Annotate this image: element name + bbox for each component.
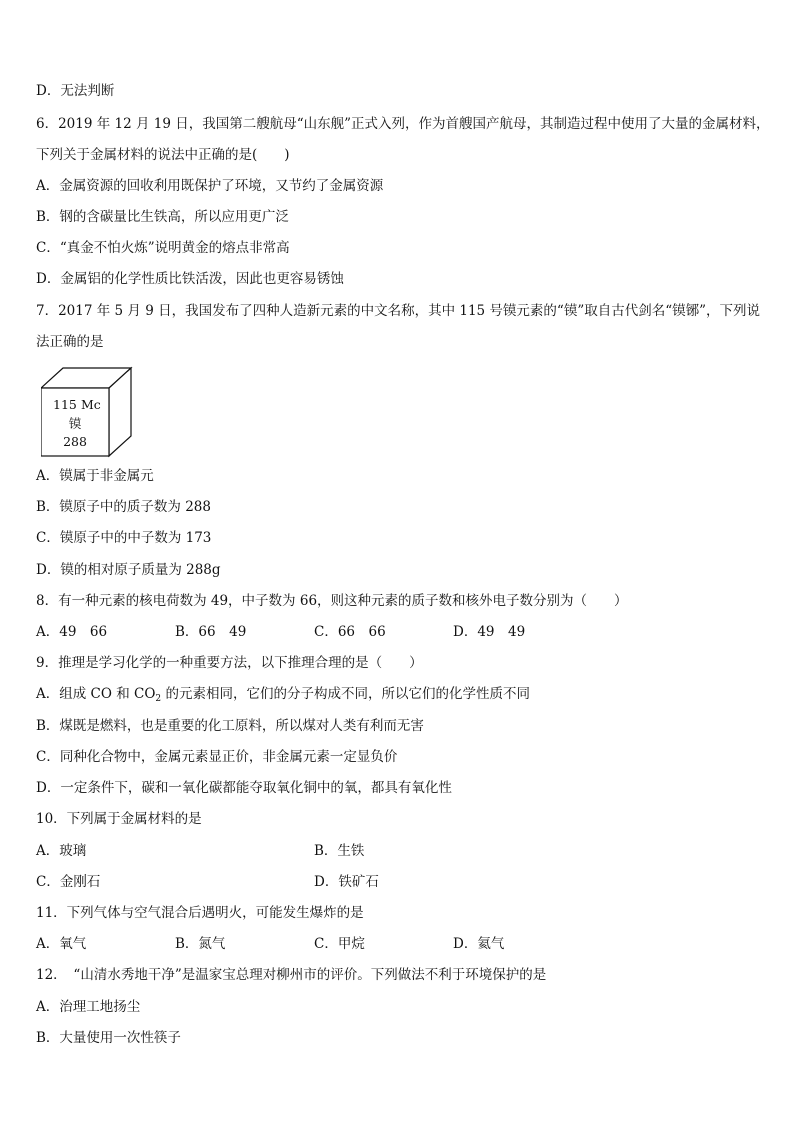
q9-option-a <box>36 685 530 708</box>
q10-option-d: D．铁矿石 <box>314 874 379 890</box>
q9-option-d: D．一定条件下，碳和一氧化碳都能夺取氧化铜中的氧，都具有氧化性 <box>36 780 452 796</box>
q7-option-d: D．镆的相对原子质量为 288g <box>36 562 221 578</box>
q7-option-c: C．镆原子中的中子数为 173 <box>36 530 212 546</box>
co2-subscript: 2 <box>155 694 162 704</box>
q9-option-c: C．同种化合物中，金属元素显正价，非金属元素一定显负价 <box>36 749 398 765</box>
q6-stem-line2: 下列关于金属材料的说法中正确的是( ) <box>36 147 290 163</box>
q7-option-a: A．镆属于非金属元 <box>36 468 154 484</box>
element-cube-figure <box>41 366 137 460</box>
q12-option-b: B．大量使用一次性筷子 <box>36 1030 181 1046</box>
q12-stem: 12． “山清水秀地干净”是温家宝总理对柳州市的评价。下列做法不利于环境保护的是 <box>36 967 547 983</box>
q8-option-a: A．49 66 <box>36 624 108 640</box>
q7-stem-line2: 法正确的是 <box>36 334 104 350</box>
q8-stem: 8．有一种元素的核电荷数为 49，中子数为 66，则这种元素的质子数和核外电子数分别为（ ） <box>36 593 628 609</box>
q7-stem-line1: 7．2017 年 5 月 9 日，我国发布了四种人造新元素的中文名称，其中 115 号镆元素的“镆”取自古代剑名“镆铘”，下列说 <box>36 303 761 319</box>
q9-option-a-post: 的元素相同，它们的分子构成不同，所以它们的化学性质不同 <box>161 686 530 702</box>
q11-option-a: A．氧气 <box>36 936 87 952</box>
q11-option-c: C．甲烷 <box>314 936 365 952</box>
q10-option-a: A．玻璃 <box>36 843 87 859</box>
element-symbol: Mc <box>81 397 101 412</box>
q11-option-b: B．氮气 <box>175 936 226 952</box>
q6-option-c: C．“真金不怕火炼”说明黄金的熔点非常高 <box>36 240 290 256</box>
element-mass: 288 <box>63 434 87 449</box>
q8-option-c: C．66 66 <box>314 624 386 640</box>
q9-stem: 9．推理是学习化学的一种重要方法，以下推理合理的是（ ） <box>36 655 423 671</box>
q9-option-b: B．煤既是燃料，也是重要的化工原料，所以煤对人类有利而无害 <box>36 718 424 734</box>
q5-option-d: D．无法判断 <box>36 83 115 99</box>
q6-option-b: B．钢的含碳量比生铁高，所以应用更广泛 <box>36 209 289 225</box>
q10-option-c: C．金刚石 <box>36 874 101 890</box>
q6-option-d: D．金属铝的化学性质比铁活泼，因此也更容易锈蚀 <box>36 271 344 287</box>
q8-option-b: B．66 49 <box>175 624 247 640</box>
q10-option-b: B．生铁 <box>314 843 365 859</box>
q11-stem: 11．下列气体与空气混合后遇明火，可能发生爆炸的是 <box>36 905 364 921</box>
element-name: 镆 <box>68 416 82 431</box>
q7-option-b: B．镆原子中的质子数为 288 <box>36 499 211 515</box>
element-number: 115 <box>53 397 77 412</box>
q9-option-a-pre: A．组成 CO 和 CO <box>36 686 156 702</box>
q6-stem-line1: 6．2019 年 12 月 19 日，我国第二艘航母“山东舰”正式入列，作为首艘国产航母，其制造过程中使用了大量的金属材料， <box>36 116 770 132</box>
q6-option-a: A．金属资源的回收利用既保护了环境，又节约了金属资源 <box>36 178 384 194</box>
q11-option-d: D．氦气 <box>453 936 505 952</box>
q8-option-d: D．49 49 <box>453 624 526 640</box>
q12-option-a: A．治理工地扬尘 <box>36 999 141 1015</box>
q10-stem: 10．下列属于金属材料的是 <box>36 811 202 827</box>
